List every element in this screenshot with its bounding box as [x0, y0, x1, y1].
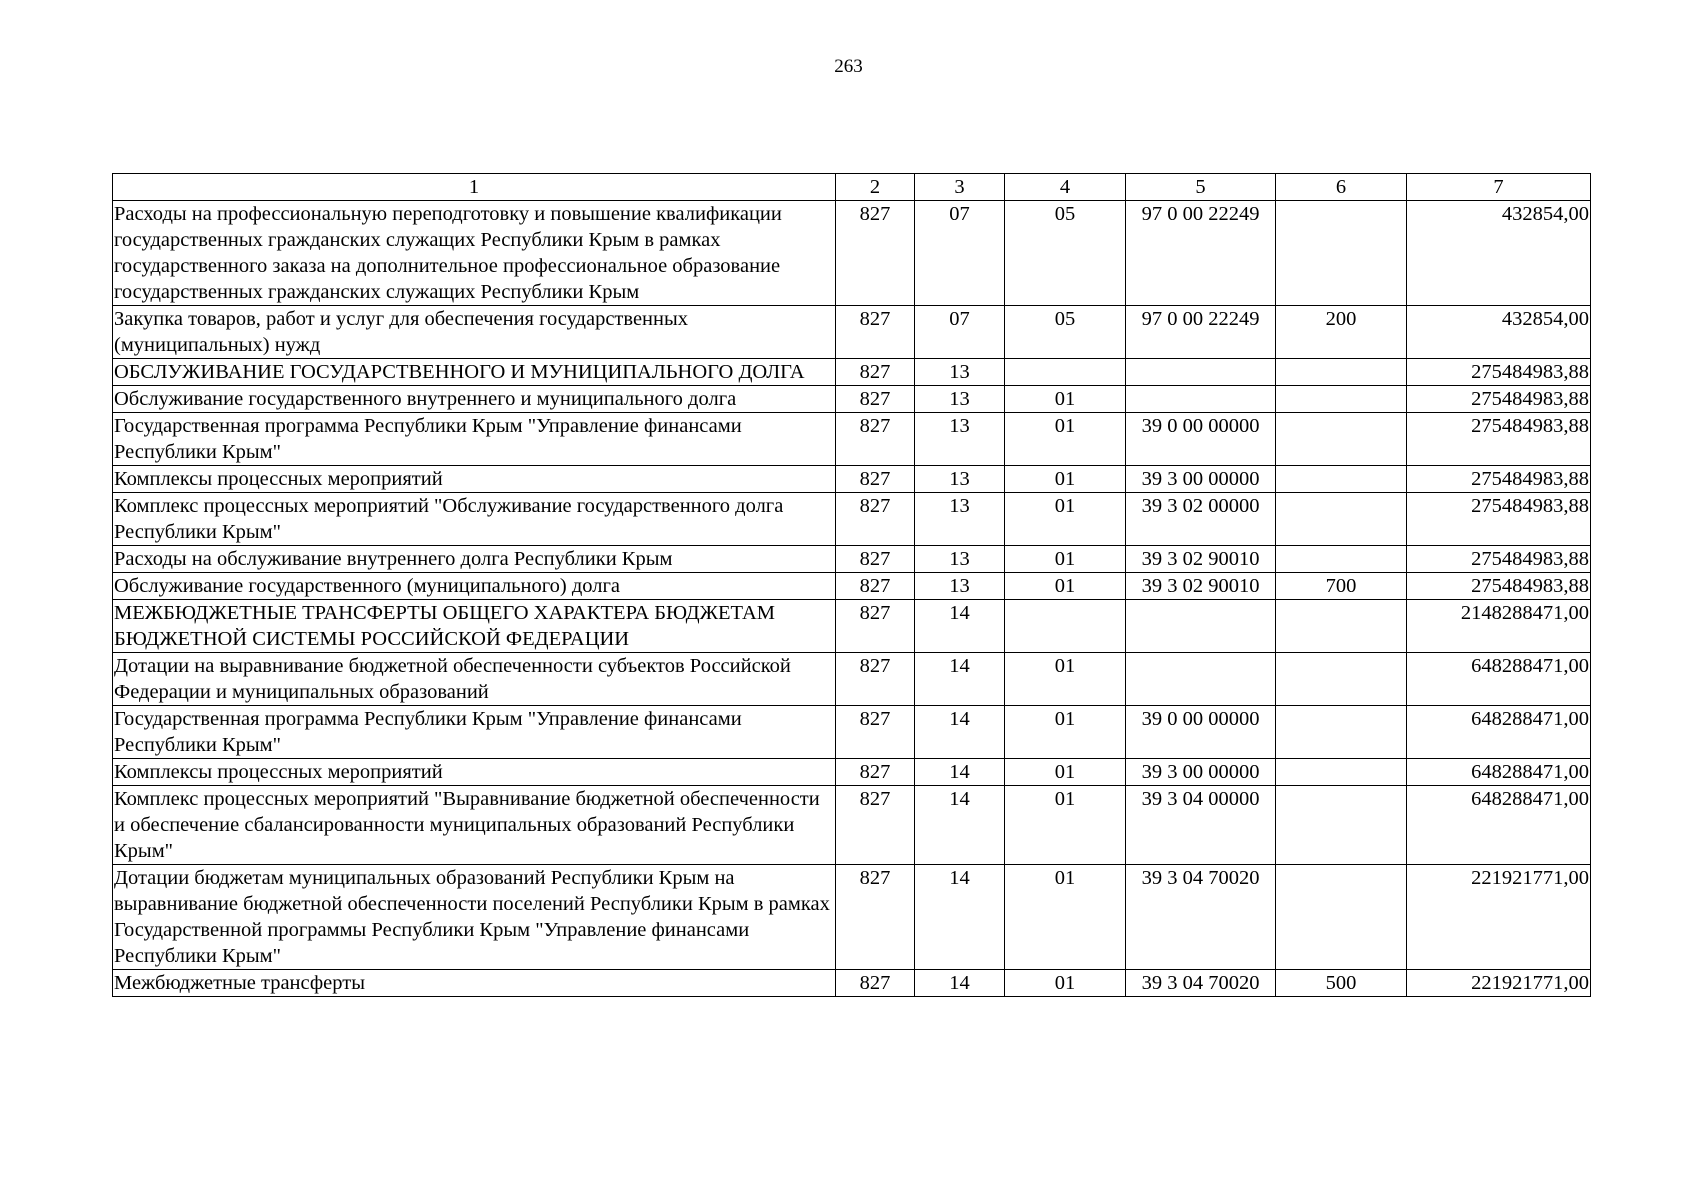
target-article-cell: [1126, 600, 1276, 653]
sum-cell: 275484983,88: [1407, 386, 1591, 413]
row-name-cell: Комплексы процессных мероприятий: [113, 466, 836, 493]
row-name-cell: Расходы на профессиональную переподготовку и повышение квалификации государственных гражданских служащих Республики Крым в рамках государственного заказа на дополнительное профессиональное образование государственных гражданских служащих Республики Крым: [113, 201, 836, 306]
table-row: [113, 759, 1591, 786]
razdel-cell: 07: [915, 306, 1005, 359]
razdel-cell: 13: [915, 466, 1005, 493]
podrazdel-cell: [1005, 359, 1126, 386]
header-cell-5: 5: [1126, 174, 1276, 201]
glava-cell: 827: [836, 359, 915, 386]
razdel-cell: 14: [915, 759, 1005, 786]
glava-cell: 827: [836, 466, 915, 493]
header-row: [113, 174, 1591, 201]
razdel-cell: 14: [915, 865, 1005, 970]
glava-cell: 827: [836, 865, 915, 970]
table-body: [113, 201, 1591, 997]
sum-cell: 648288471,00: [1407, 706, 1591, 759]
target-article-cell: 39 0 00 00000: [1126, 706, 1276, 759]
expense-type-cell: 200: [1276, 306, 1407, 359]
expense-type-cell: [1276, 786, 1407, 865]
expense-type-cell: [1276, 653, 1407, 706]
table-row: [113, 546, 1591, 573]
podrazdel-cell: 01: [1005, 653, 1126, 706]
table-row: [113, 306, 1591, 359]
sum-cell: 432854,00: [1407, 306, 1591, 359]
table-row: [113, 600, 1591, 653]
podrazdel-cell: 01: [1005, 706, 1126, 759]
row-name-cell: Государственная программа Республики Крым "Управление финансами Республики Крым": [113, 413, 836, 466]
glava-cell: 827: [836, 970, 915, 997]
expense-type-cell: 700: [1276, 573, 1407, 600]
sum-cell: 648288471,00: [1407, 653, 1591, 706]
razdel-cell: 13: [915, 546, 1005, 573]
podrazdel-cell: 01: [1005, 493, 1126, 546]
glava-cell: 827: [836, 653, 915, 706]
header-cell-2: 2: [836, 174, 915, 201]
target-article-cell: [1126, 653, 1276, 706]
row-name-cell: Межбюджетные трансферты: [113, 970, 836, 997]
razdel-cell: 14: [915, 970, 1005, 997]
row-name-cell: Обслуживание государственного (муниципального) долга: [113, 573, 836, 600]
table-row: [113, 970, 1591, 997]
table-row: [113, 466, 1591, 493]
podrazdel-cell: 01: [1005, 865, 1126, 970]
row-name-cell: Закупка товаров, работ и услуг для обеспечения государственных (муниципальных) нужд: [113, 306, 836, 359]
glava-cell: 827: [836, 493, 915, 546]
row-name-cell: ОБСЛУЖИВАНИЕ ГОСУДАРСТВЕННОГО И МУНИЦИПАЛЬНОГО ДОЛГА: [113, 359, 836, 386]
table-row: [113, 493, 1591, 546]
page-number: 263: [834, 56, 863, 77]
table-row: [113, 386, 1591, 413]
razdel-cell: 14: [915, 706, 1005, 759]
row-name-cell: Дотации бюджетам муниципальных образований Республики Крым на выравнивание бюджетной обеспеченности поселений Республики Крым в рамках Государственной программы Республики Крым "Управление финансами Республики Крым": [113, 865, 836, 970]
razdel-cell: 14: [915, 653, 1005, 706]
glava-cell: 827: [836, 413, 915, 466]
row-name-cell: Государственная программа Республики Крым "Управление финансами Республики Крым": [113, 706, 836, 759]
header-cell-7: 7: [1407, 174, 1591, 201]
sum-cell: 221921771,00: [1407, 865, 1591, 970]
table-row: [113, 786, 1591, 865]
target-article-cell: [1126, 359, 1276, 386]
target-article-cell: [1126, 386, 1276, 413]
sum-cell: 2148288471,00: [1407, 600, 1591, 653]
row-name-cell: Расходы на обслуживание внутреннего долга Республики Крым: [113, 546, 836, 573]
glava-cell: 827: [836, 306, 915, 359]
target-article-cell: 39 3 00 00000: [1126, 759, 1276, 786]
row-name-cell: Комплексы процессных мероприятий: [113, 759, 836, 786]
expense-type-cell: [1276, 600, 1407, 653]
glava-cell: 827: [836, 759, 915, 786]
target-article-cell: 39 3 02 00000: [1126, 493, 1276, 546]
razdel-cell: 14: [915, 600, 1005, 653]
target-article-cell: 39 3 00 00000: [1126, 466, 1276, 493]
header-cell-1: 1: [113, 174, 836, 201]
row-name-cell: Дотации на выравнивание бюджетной обеспеченности субъектов Российской Федерации и муниципальных образований: [113, 653, 836, 706]
table-row: [113, 706, 1591, 759]
podrazdel-cell: 05: [1005, 201, 1126, 306]
table-row: [113, 653, 1591, 706]
razdel-cell: 13: [915, 573, 1005, 600]
razdel-cell: 13: [915, 359, 1005, 386]
sum-cell: 275484983,88: [1407, 493, 1591, 546]
target-article-cell: 97 0 00 22249: [1126, 306, 1276, 359]
glava-cell: 827: [836, 600, 915, 653]
razdel-cell: 13: [915, 413, 1005, 466]
glava-cell: 827: [836, 201, 915, 306]
target-article-cell: 39 0 00 00000: [1126, 413, 1276, 466]
header-cell-4: 4: [1005, 174, 1126, 201]
sum-cell: 275484983,88: [1407, 359, 1591, 386]
sum-cell: 275484983,88: [1407, 466, 1591, 493]
table-row: [113, 573, 1591, 600]
podrazdel-cell: 01: [1005, 386, 1126, 413]
glava-cell: 827: [836, 786, 915, 865]
podrazdel-cell: 05: [1005, 306, 1126, 359]
podrazdel-cell: 01: [1005, 970, 1126, 997]
row-name-cell: Комплекс процессных мероприятий "Обслуживание государственного долга Республики Крым": [113, 493, 836, 546]
podrazdel-cell: 01: [1005, 573, 1126, 600]
table-row: [113, 359, 1591, 386]
podrazdel-cell: 01: [1005, 413, 1126, 466]
glava-cell: 827: [836, 546, 915, 573]
table-row: [113, 865, 1591, 970]
target-article-cell: 39 3 04 70020: [1126, 970, 1276, 997]
expense-type-cell: [1276, 359, 1407, 386]
header-cell-3: 3: [915, 174, 1005, 201]
target-article-cell: 39 3 04 70020: [1126, 865, 1276, 970]
razdel-cell: 13: [915, 493, 1005, 546]
header-cell-6: 6: [1276, 174, 1407, 201]
podrazdel-cell: 01: [1005, 786, 1126, 865]
podrazdel-cell: 01: [1005, 466, 1126, 493]
row-name-cell: Обслуживание государственного внутреннего и муниципального долга: [113, 386, 836, 413]
target-article-cell: 39 3 02 90010: [1126, 546, 1276, 573]
sum-cell: 221921771,00: [1407, 970, 1591, 997]
expense-type-cell: [1276, 386, 1407, 413]
expense-type-cell: [1276, 706, 1407, 759]
sum-cell: 432854,00: [1407, 201, 1591, 306]
table-row: [113, 413, 1591, 466]
razdel-cell: 13: [915, 386, 1005, 413]
expense-type-cell: 500: [1276, 970, 1407, 997]
budget-table: [112, 173, 1591, 997]
sum-cell: 275484983,88: [1407, 546, 1591, 573]
podrazdel-cell: 01: [1005, 759, 1126, 786]
expense-type-cell: [1276, 201, 1407, 306]
glava-cell: 827: [836, 573, 915, 600]
target-article-cell: 39 3 02 90010: [1126, 573, 1276, 600]
target-article-cell: 97 0 00 22249: [1126, 201, 1276, 306]
expense-type-cell: [1276, 493, 1407, 546]
razdel-cell: 14: [915, 786, 1005, 865]
sum-cell: 648288471,00: [1407, 759, 1591, 786]
glava-cell: 827: [836, 386, 915, 413]
podrazdel-cell: [1005, 600, 1126, 653]
expense-type-cell: [1276, 413, 1407, 466]
expense-type-cell: [1276, 865, 1407, 970]
razdel-cell: 07: [915, 201, 1005, 306]
row-name-cell: МЕЖБЮДЖЕТНЫЕ ТРАНСФЕРТЫ ОБЩЕГО ХАРАКТЕРА БЮДЖЕТАМ БЮДЖЕТНОЙ СИСТЕМЫ РОССИЙСКОЙ ФЕДЕРАЦИИ: [113, 600, 836, 653]
sum-cell: 648288471,00: [1407, 786, 1591, 865]
table-row: [113, 201, 1591, 306]
row-name-cell: Комплекс процессных мероприятий "Выравнивание бюджетной обеспеченности и обеспечение сбалансированности муниципальных образований Республики Крым": [113, 786, 836, 865]
target-article-cell: 39 3 04 00000: [1126, 786, 1276, 865]
sum-cell: 275484983,88: [1407, 573, 1591, 600]
podrazdel-cell: 01: [1005, 546, 1126, 573]
expense-type-cell: [1276, 466, 1407, 493]
glava-cell: 827: [836, 706, 915, 759]
expense-type-cell: [1276, 546, 1407, 573]
sum-cell: 275484983,88: [1407, 413, 1591, 466]
expense-type-cell: [1276, 759, 1407, 786]
